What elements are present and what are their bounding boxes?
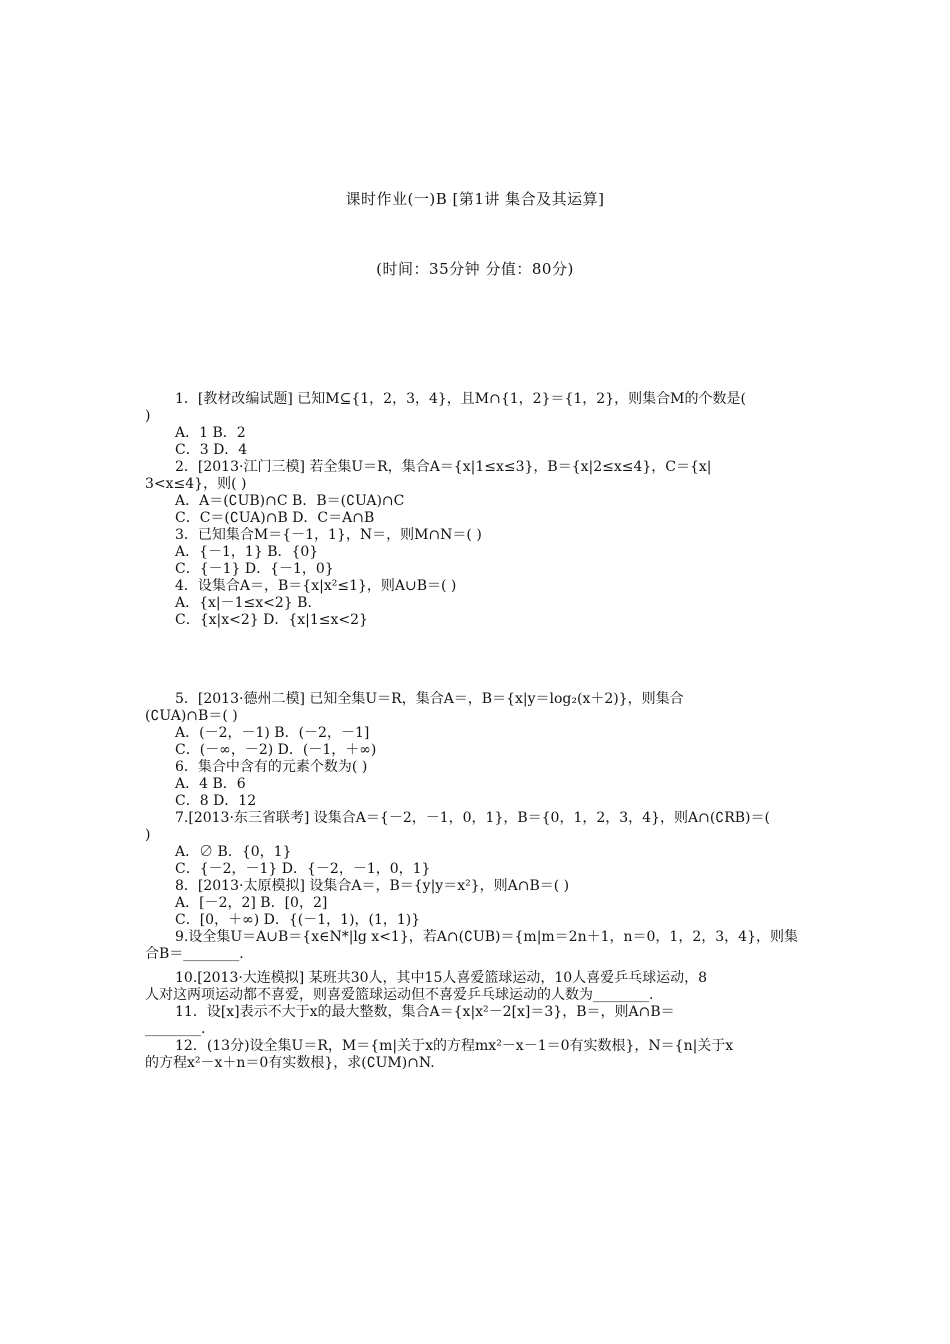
answer-options-line: C．[0，＋∞) D．{(－1，1)，(1，1)} bbox=[175, 912, 421, 928]
answer-options-line: C．{x|x<2} D．{x|1≤x<2} bbox=[175, 612, 368, 628]
answer-options-line: C．{－1} D．{－1，0} bbox=[175, 561, 334, 577]
spacer bbox=[145, 963, 810, 970]
answer-options-line: C．8 D．12 bbox=[175, 793, 257, 809]
answer-options-line: A．{x|－1≤x<2} B． bbox=[175, 595, 322, 611]
question-text-line: 9.设全集U＝A∪B＝{x∈N*|lg x<1}，若A∩(∁UB)＝{m|m＝2n＋1，n＝0，1，2，3，4}，则集 bbox=[175, 929, 798, 945]
question-text-line: ) bbox=[145, 408, 151, 424]
page-title: 课时作业(一)B [第1讲 集合及其运算] bbox=[345, 190, 605, 208]
questions-5-12 bbox=[145, 691, 810, 1072]
question-text-line: 4．设集合A＝，B＝{x|x²≤1}，则A∪B＝( ) bbox=[175, 578, 457, 594]
question-text-line: 的方程x²－x＋n＝0有实数根}，求(∁UM)∩N. bbox=[145, 1055, 435, 1071]
answer-options-line: A．4 B．6 bbox=[175, 776, 246, 792]
answer-options-line: A．(－2，－1) B．(－2，－1] bbox=[175, 725, 370, 741]
question-text-line: 6．集合中含有的元素个数为( ) bbox=[175, 759, 368, 775]
question-text-line: 1．[教材改编试题] 已知M⊆{1，2，3，4}，且M∩{1，2}＝{1，2}，则集合M的个数是( bbox=[175, 391, 746, 407]
question-text-line: ________. bbox=[145, 1021, 206, 1037]
question-text-line: 12．(13分)设全集U＝R，M＝{m|关于x的方程mx²－x－1＝0有实数根}，N＝{n|关于x bbox=[175, 1038, 734, 1054]
answer-options-line: A．1 B．2 bbox=[175, 425, 246, 441]
answer-options-line: C．(－∞，－2) D．(－1，＋∞) bbox=[175, 742, 377, 758]
question-text-line: 合B＝________. bbox=[145, 946, 244, 962]
questions-1-4 bbox=[145, 391, 810, 629]
answer-options-line: C．{－2，－1} D．{－2，－1，0，1} bbox=[175, 861, 431, 877]
question-text-line: (∁UA)∩B＝( ) bbox=[145, 708, 238, 724]
answer-options-line: A．∅ B．{0，1} bbox=[175, 844, 292, 860]
answer-options-line: C．3 D．4 bbox=[175, 442, 248, 458]
question-text-line: 11．设[x]表示不大于x的最大整数，集合A＝{x|x²－2[x]＝3}，B＝，则A∩B＝ bbox=[175, 1004, 675, 1020]
question-text-line: 3．已知集合M＝{－1，1}，N＝，则M∩N＝( ) bbox=[175, 527, 482, 543]
question-text-line: ) bbox=[145, 827, 151, 843]
question-text-line: 人对这两项运动都不喜爱，则喜爱篮球运动但不喜爱乒乓球运动的人数为________. bbox=[145, 987, 654, 1003]
answer-options-line: A．{－1，1} B．{0} bbox=[175, 544, 319, 560]
question-text-line: 2．[2013·江门三模] 若全集U＝R，集合A＝{x|1≤x≤3}，B＝{x|2≤x≤4}，C＝{x| bbox=[175, 459, 712, 475]
time-score-subtitle: (时间：35分钟 分值：80分) bbox=[376, 260, 574, 278]
question-text-line: 8．[2013·太原模拟] 设集合A＝，B＝{y|y＝x²}，则A∩B＝( ) bbox=[175, 878, 570, 894]
question-text-line: 3<x≤4}，则( ) bbox=[145, 476, 247, 492]
answer-options-line: A．A＝(∁UB)∩C B．B＝(∁UA)∩C bbox=[175, 493, 405, 509]
question-text-line: 7.[2013·东三省联考] 设集合A＝{－2，－1，0，1}，B＝{0，1，2，3，4}，则A∩(∁RB)＝( bbox=[175, 810, 770, 826]
question-text-line: 5．[2013·德州二模] 已知全集U＝R，集合A＝，B＝{x|y＝log₂(x＋2)}，则集合 bbox=[175, 691, 684, 707]
answer-options-line: A．[－2，2] B．[0，2] bbox=[175, 895, 328, 911]
answer-options-line: C．C＝(∁UA)∩B D．C＝A∩B bbox=[175, 510, 375, 526]
question-text-line: 10.[2013·大连模拟] 某班共30人，其中15人喜爱篮球运动，10人喜爱乒乓球运动，8 bbox=[175, 970, 708, 986]
